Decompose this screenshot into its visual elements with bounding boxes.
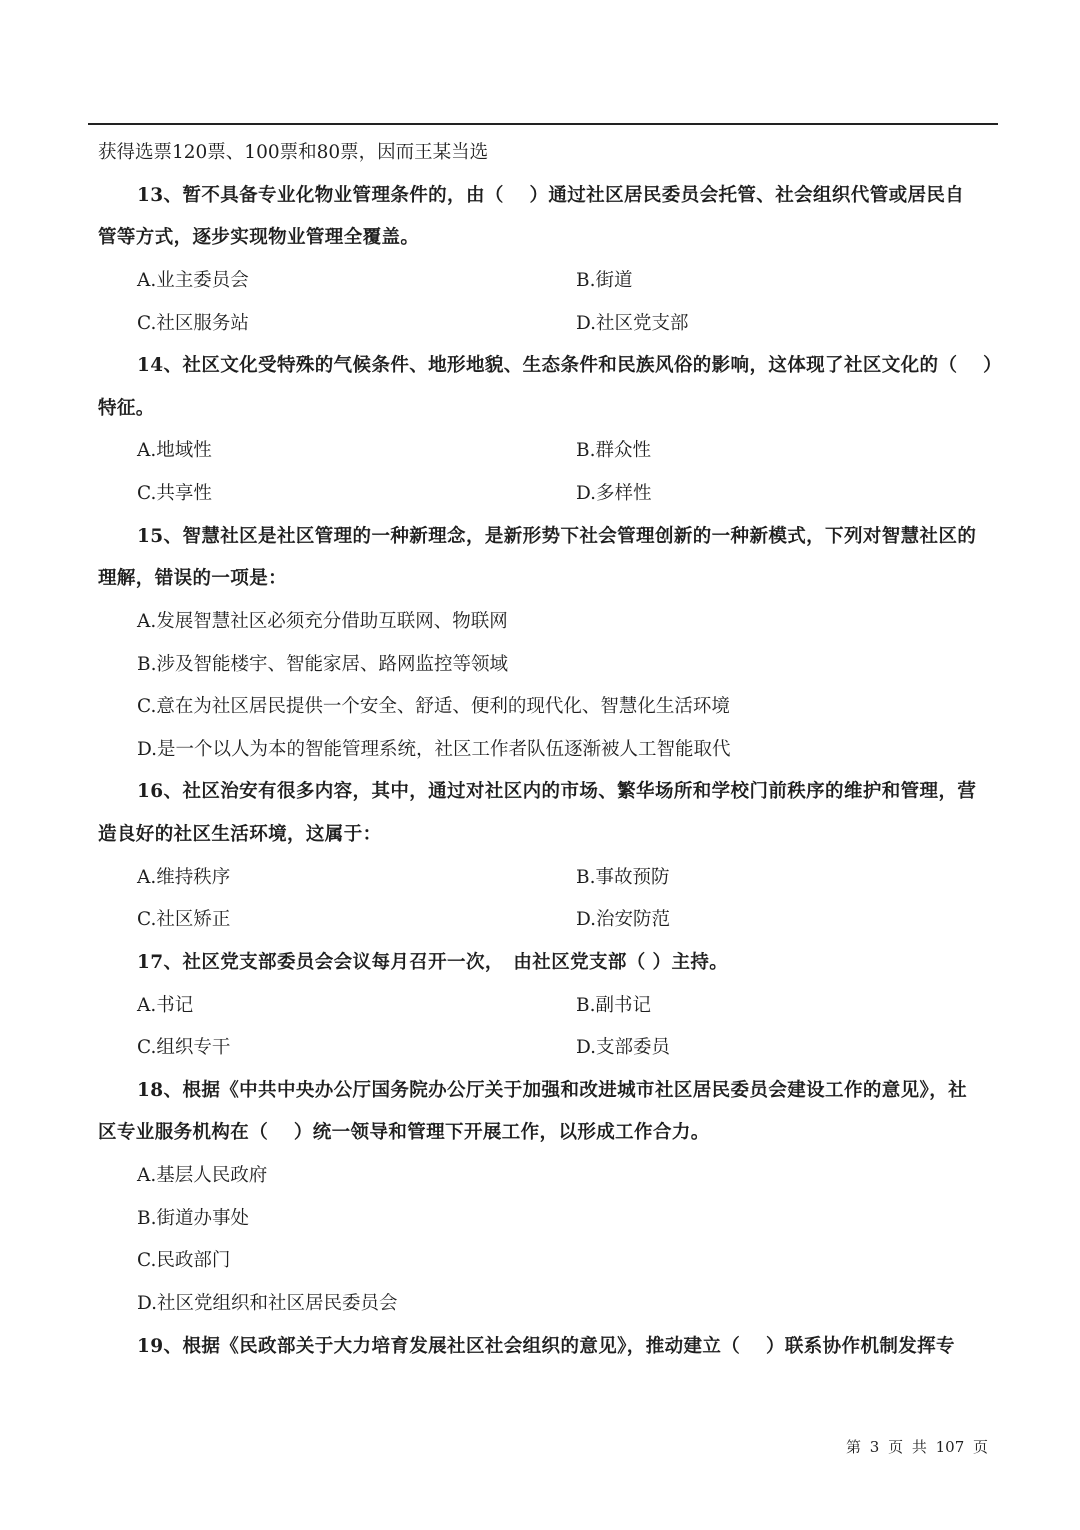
continuation-text: 获得选票120票、100票和80票，因而王某当选 bbox=[98, 142, 489, 163]
option-row bbox=[98, 473, 988, 516]
option-A: A.业主委员会 bbox=[137, 269, 249, 291]
option-A: A.维持秩序 bbox=[137, 866, 231, 888]
header-rule bbox=[88, 123, 998, 125]
option-row bbox=[98, 1027, 988, 1070]
option-A: A.发展智慧社区必须充分借助互联网、物联网 bbox=[137, 610, 508, 632]
option-C: C.社区服务站 bbox=[137, 312, 249, 334]
question-text-line: 造良好的社区生活环境，这属于： bbox=[98, 824, 382, 845]
question-text-line: 区专业服务机构在（ ）统一领导和管理下开展工作，以形成工作合力。 bbox=[98, 1122, 710, 1144]
page-number: 第 3 页 共 107 页 bbox=[846, 1438, 989, 1456]
option-C: C.共享性 bbox=[137, 483, 212, 504]
question-15 bbox=[98, 516, 988, 772]
option-D: D.社区党组织和社区居民委员会 bbox=[137, 1292, 398, 1314]
option-B: B.群众性 bbox=[576, 440, 651, 462]
question-18 bbox=[98, 1070, 988, 1326]
option-B: B.街道 bbox=[576, 269, 633, 291]
option-C: C.社区矫正 bbox=[137, 909, 231, 931]
question-text-line: 特征。 bbox=[98, 397, 155, 419]
option-row bbox=[98, 985, 988, 1028]
option-C: C.民政部门 bbox=[137, 1250, 231, 1272]
question-16 bbox=[98, 771, 988, 942]
question-text-line: 19、根据《民政部关于大力培育发展社区社会组织的意见》，推动建立（ ）联系协作机制发挥专 bbox=[137, 1335, 955, 1357]
option-D: D.支部委员 bbox=[576, 1037, 671, 1059]
option-D: D.多样性 bbox=[576, 483, 652, 504]
question-text-line: 15、智慧社区是社区管理的一种新理念，是新形势下社会管理创新的一种新模式，下列对智慧社区的 bbox=[137, 525, 977, 547]
option-B: B.街道办事处 bbox=[137, 1207, 249, 1229]
option-row bbox=[98, 857, 988, 900]
option-A: A.基层人民政府 bbox=[137, 1165, 268, 1186]
question-text-line: 14、社区文化受特殊的气候条件、地形地貌、生态条件和民族风俗的影响，这体现了社区文化的（ ） bbox=[137, 355, 1002, 377]
document-body bbox=[98, 132, 1002, 1368]
question-text-line: 管等方式，逐步实现物业管理全覆盖。 bbox=[98, 227, 420, 249]
option-C: C.意在为社区居民提供一个安全、舒适、便利的现代化、智慧化生活环境 bbox=[137, 696, 730, 718]
option-row bbox=[98, 430, 988, 473]
question-17 bbox=[98, 942, 988, 1070]
question-text-line: 18、根据《中共中央办公厅国务院办公厅关于加强和改进城市社区居民委员会建设工作的意见》，社 bbox=[137, 1079, 967, 1101]
option-A: A.地域性 bbox=[137, 440, 212, 462]
question-19 bbox=[98, 1326, 988, 1369]
option-row bbox=[98, 303, 988, 346]
option-B: B.事故预防 bbox=[576, 866, 670, 888]
option-D: D.治安防范 bbox=[576, 909, 671, 931]
question-text-line: 13、暂不具备专业化物业管理条件的，由（ ）通过社区居民委员会托管、社会组织代管或居民自 bbox=[137, 184, 965, 206]
question-text-line: 16、社区治安有很多内容，其中，通过对社区内的市场、繁华场所和学校门前秩序的维护和管理，营 bbox=[137, 781, 977, 803]
option-C: C.组织专干 bbox=[137, 1037, 231, 1059]
question-text-line: 17、社区党支部委员会会议每月召开一次， 由社区党支部（ ）主持。 bbox=[137, 951, 729, 973]
option-B: B.涉及智能楼宇、智能家居、路网监控等领域 bbox=[137, 653, 508, 675]
option-row bbox=[98, 899, 988, 942]
question-text-line: 理解，错误的一项是： bbox=[98, 568, 288, 590]
question-13 bbox=[98, 175, 988, 346]
option-row bbox=[98, 260, 988, 303]
option-A: A.书记 bbox=[137, 994, 194, 1016]
question-14 bbox=[98, 345, 1002, 516]
option-B: B.副书记 bbox=[576, 994, 651, 1016]
option-D: D.社区党支部 bbox=[576, 312, 689, 334]
option-D: D.是一个以人为本的智能管理系统，社区工作者队伍逐渐被人工智能取代 bbox=[137, 738, 731, 760]
